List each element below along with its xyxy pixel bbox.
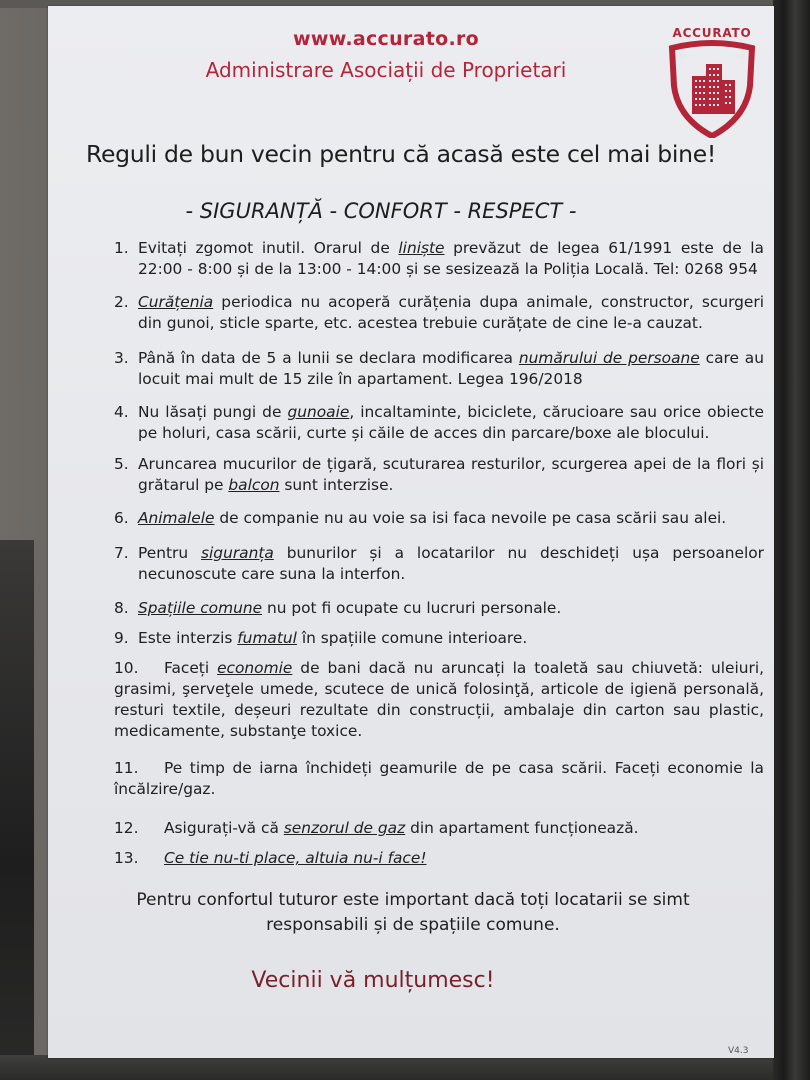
emphasized-keyword: fumatul xyxy=(237,629,297,647)
logo-text: ACCURATO xyxy=(672,26,752,40)
closing-paragraph: Pentru confortul tuturor este important dacă toți locatarii se simt responsabili și de spațiile comune. xyxy=(136,890,690,935)
rule-item xyxy=(114,818,764,839)
rule-text-segment: , incaltaminte, biciclete, cărucioare sau orice obiecte pe holuri, casa scării, curte și căile de acces din parcare/boxe ale blocului. xyxy=(138,403,764,442)
rule-text xyxy=(114,402,764,444)
rule-number: 6. xyxy=(114,509,129,527)
shield-buildings-icon xyxy=(666,40,758,138)
rule-text xyxy=(114,658,764,742)
emphasized-keyword: economie xyxy=(217,659,293,677)
rule-text-segment: Nu lăsați pungi de xyxy=(138,403,288,421)
thanks-message: Vecinii vă mulțumesc! xyxy=(251,968,495,993)
rule-number: 13. xyxy=(114,849,139,867)
rule-text xyxy=(114,543,764,585)
emphasized-keyword: siguranța xyxy=(201,544,274,562)
rule-item xyxy=(114,348,764,390)
rule-text-segment: Evitați zgomot inutil. Orarul de xyxy=(138,239,399,257)
rule-number: 7. xyxy=(114,544,129,562)
rule-number: 12. xyxy=(114,819,139,837)
rule-text-segment: bunurilor și a locatarilor nu deschideți ușa persoanelor necunoscute care suna la interfon. xyxy=(138,544,764,583)
rule-text-segment: de companie nu au voie sa isi faca nevoile pe casa scării sau alei. xyxy=(214,509,727,527)
notice-sheet xyxy=(48,6,774,1058)
emphasized-keyword: Ce tie nu-ti place, altuia nu-i face! xyxy=(164,849,427,867)
rule-text xyxy=(114,848,764,869)
rule-item xyxy=(114,628,764,649)
background-frame-bottom xyxy=(0,1055,810,1080)
rule-item xyxy=(114,658,764,742)
rule-text-segment: Este interzis xyxy=(138,629,238,647)
rule-item xyxy=(114,848,764,869)
emphasized-keyword: Curățenia xyxy=(138,293,214,311)
rule-text xyxy=(114,598,764,619)
rule-text-segment: prevăzut de legea 61/1991 este de la 22:00 - 8:00 și de la 13:00 - 14:00 și se sesizează la Poliția Locală. Tel: 0268 954 xyxy=(138,239,764,278)
rule-number: 2. xyxy=(114,293,129,311)
emphasized-keyword: Animalele xyxy=(138,509,215,527)
rule-text-segment: Pentru xyxy=(138,544,202,562)
emphasized-keyword: Spațiile comune xyxy=(138,599,263,617)
rule-text-segment: nu pot fi ocupate cu lucruri personale. xyxy=(262,599,562,617)
rule-text-segment: sunt interzise. xyxy=(279,476,394,494)
rule-text xyxy=(114,238,764,280)
rule-number: 10. xyxy=(114,659,139,677)
rule-text-segment: de bani dacă nu aruncați la toaletă sau chiuvetă: uleiuri, grasimi, şerveţele umede, scutece de unică folosinţă, articole de igienă personală, resturi textile, deșeuri rezultate din construcții, ambalaje din carton sau plastic, medicamente, substanţe toxice. xyxy=(114,659,764,740)
rule-text-segment: Faceți xyxy=(164,659,218,677)
rule-text xyxy=(114,628,764,649)
website-url: www.accurato.ro xyxy=(292,28,479,50)
background-door-frame-left xyxy=(0,540,34,1080)
rule-number: 8. xyxy=(114,599,129,617)
motto: - SIGURANȚĂ - CONFORT - RESPECT - xyxy=(185,199,577,223)
rule-text-segment: din apartament funcționează. xyxy=(405,819,639,837)
rule-text xyxy=(114,758,764,800)
emphasized-keyword: senzorul de gaz xyxy=(283,819,406,837)
rule-text xyxy=(114,508,764,529)
rule-text-segment: în spațiile comune interioare. xyxy=(296,629,528,647)
rule-item xyxy=(114,598,764,619)
background-door-frame-right xyxy=(773,0,810,1080)
rule-text-segment: Până în data de 5 a lunii se declara modificarea xyxy=(138,349,519,367)
emphasized-keyword: liniște xyxy=(398,239,445,257)
rule-number: 5. xyxy=(114,455,129,473)
rule-item xyxy=(114,454,764,496)
rule-text xyxy=(114,348,764,390)
company-subtitle: Administrare Asociații de Proprietari xyxy=(205,58,567,82)
rule-text-segment: care au locuit mai mult de 15 zile în apartament. Legea 196/2018 xyxy=(138,349,764,388)
rule-text-segment: Pe timp de iarna închideți geamurile de pe casa scării. Faceți economie la încălzire/gaz. xyxy=(114,759,764,798)
rule-item xyxy=(114,292,764,334)
rule-text-segment: Asigurați-vă că xyxy=(164,819,284,837)
rule-number: 9. xyxy=(114,629,129,647)
rule-text-segment: periodica nu acoperă curățenia dupa animale, constructor, scurgeri din gunoi, sticle sparte, etc. acestea trebuie curățate de cine le-a cauzat. xyxy=(138,293,764,332)
emphasized-keyword: gunoaie xyxy=(287,403,350,421)
rule-text xyxy=(114,454,764,496)
rule-number: 1. xyxy=(114,239,129,257)
rule-item xyxy=(114,758,764,800)
rule-item xyxy=(114,508,764,529)
emphasized-keyword: balcon xyxy=(228,476,280,494)
rule-text xyxy=(114,292,764,334)
rule-number: 4. xyxy=(114,403,129,421)
page-title: Reguli de bun vecin pentru că acasă este cel mai bine! xyxy=(86,140,716,168)
rule-item xyxy=(114,238,764,280)
rule-text-segment: Aruncarea mucurilor de țigară, scuturarea resturilor, scurgerea apei de la flori și grătarul pe xyxy=(138,455,764,494)
rule-number: 3. xyxy=(114,349,129,367)
emphasized-keyword: numărului de persoane xyxy=(518,349,700,367)
rule-text xyxy=(114,818,764,839)
rule-number: 11. xyxy=(114,759,139,777)
accurato-logo xyxy=(664,24,760,140)
rule-item xyxy=(114,543,764,585)
rule-item xyxy=(114,402,764,444)
version-label: V4.3 xyxy=(728,1046,749,1056)
